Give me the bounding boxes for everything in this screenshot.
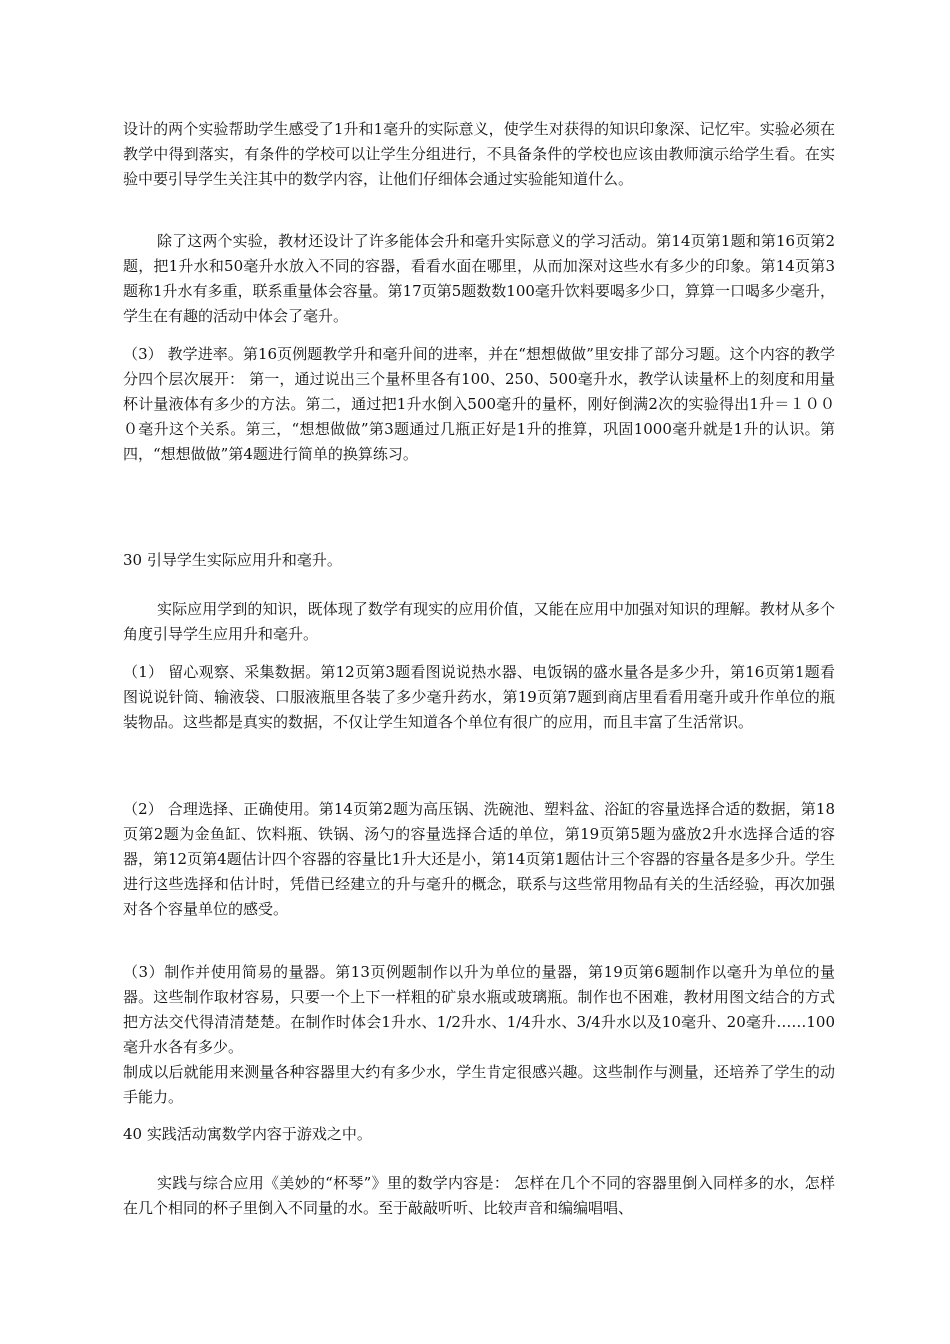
section-heading-4: 40 实践活动寓数学内容于游戏之中。: [123, 1125, 372, 1143]
paragraph-practical-application: 实际应用学到的知识，既体现了数学有现实的应用价值，又能在应用中加强对知识的理解。教材从多个角度引导学生应用升和毫升。: [123, 600, 835, 643]
paragraph-make-measuring-tools: （3）制作并使用简易的量器。第13页例题制作以升为单位的量器，第19页第6题制作以毫升为单位的量器。这些制作取材容易，只要一个上下一样粗的矿泉水瓶或玻璃瓶。制作也不困难，教材用图文结合的方式把方法交代得清清楚楚。在制作时体会1升水、1/2升水、1/4升水、3/4升水以及10毫升、20毫升……100毫升水各有多少。: [123, 963, 835, 1056]
section-heading-3: 30 引导学生实际应用升和毫升。: [123, 551, 342, 569]
paragraph-learning-activities: 除了这两个实验，教材还设计了许多能体会升和毫升实际意义的学习活动。第14页第1题和第16页第2题，把1升水和50毫升水放入不同的容器，看看水面在哪里，从而加深对这些水有多少的印象。第14页第3题称1升水有多重，联系重量体会容量。第17页第5题数数100毫升饮料要喝多少口，算算一口喝多少毫升，学生在有趣的活动中体会了毫升。: [123, 232, 835, 325]
paragraph-choose-use-correctly: （2） 合理选择、正确使用。第14页第2题为高压锅、洗碗池、塑料盆、浴缸的容量选择合适的数据，第18页第2题为金鱼缸、饮料瓶、铁锅、汤勺的容量选择合适的单位，第19页第5题为盛放2升水选择合适的容器，第12页第4题估计四个容器的容量比1升大还是小，第14页第1题估计三个容器的容量各是多少升。学生进行这些选择和估计时，凭借已经建立的升与毫升的概念，联系与这些常用物品有关的生活经验，再次加强对各个容量单位的感受。: [123, 800, 835, 918]
paragraph-cup-piano-activity: 实践与综合应用《美妙的“杯琴”》里的数学内容是： 怎样在几个不同的容器里倒入同样多的水，怎样在几个相同的杯子里倒入不同量的水。至于敲敲听听、比较声音和编编唱唱、: [123, 1174, 835, 1217]
paragraph-observe-collect-data: （1） 留心观察、采集数据。第12页第3题看图说说热水器、电饭锅的盛水量各是多少升，第16页第1题看图说说针筒、输液袋、口服液瓶里各装了多少毫升药水，第19页第7题到商店里看看用毫升或升作单位的瓶装物品。这些都是真实的数据，不仅让学生知道各个单位有很广的应用，而且丰富了生活常识。: [123, 663, 835, 731]
paragraph-measuring-interest: 制成以后就能用来测量各种容器里大约有多少水，学生肯定很感兴趣。这些制作与测量，还培养了学生的动手能力。: [123, 1063, 835, 1106]
paragraph-experiments-summary: 设计的两个实验帮助学生感受了1升和1毫升的实际意义，使学生对获得的知识印象深、记忆牢。实验必须在教学中得到落实，有条件的学校可以让学生分组进行，不具备条件的学校也应该由教师演示给学生看。在实验中要引导学生关注其中的数学内容，让他们仔细体会通过实验能知道什么。: [123, 120, 835, 188]
paragraph-teaching-conversion-rate: （3） 教学进率。第16页例题教学升和毫升间的进率，并在“想想做做”里安排了部分习题。这个内容的教学分四个层次展开： 第一，通过说出三个量杯里各有100、250、500毫升水，教学认读量杯上的刻度和用量杯计量液体有多少的方法。第二，通过把1升水倒入500毫升的量杯，刚好倒满2次的实验得出1升＝１０００毫升这个关系。第三，“想想做做”第3题通过几瓶正好是1升的推算，巩固1000毫升就是1升的认识。第四，“想想做做”第4题进行简单的换算练习。: [123, 345, 835, 463]
